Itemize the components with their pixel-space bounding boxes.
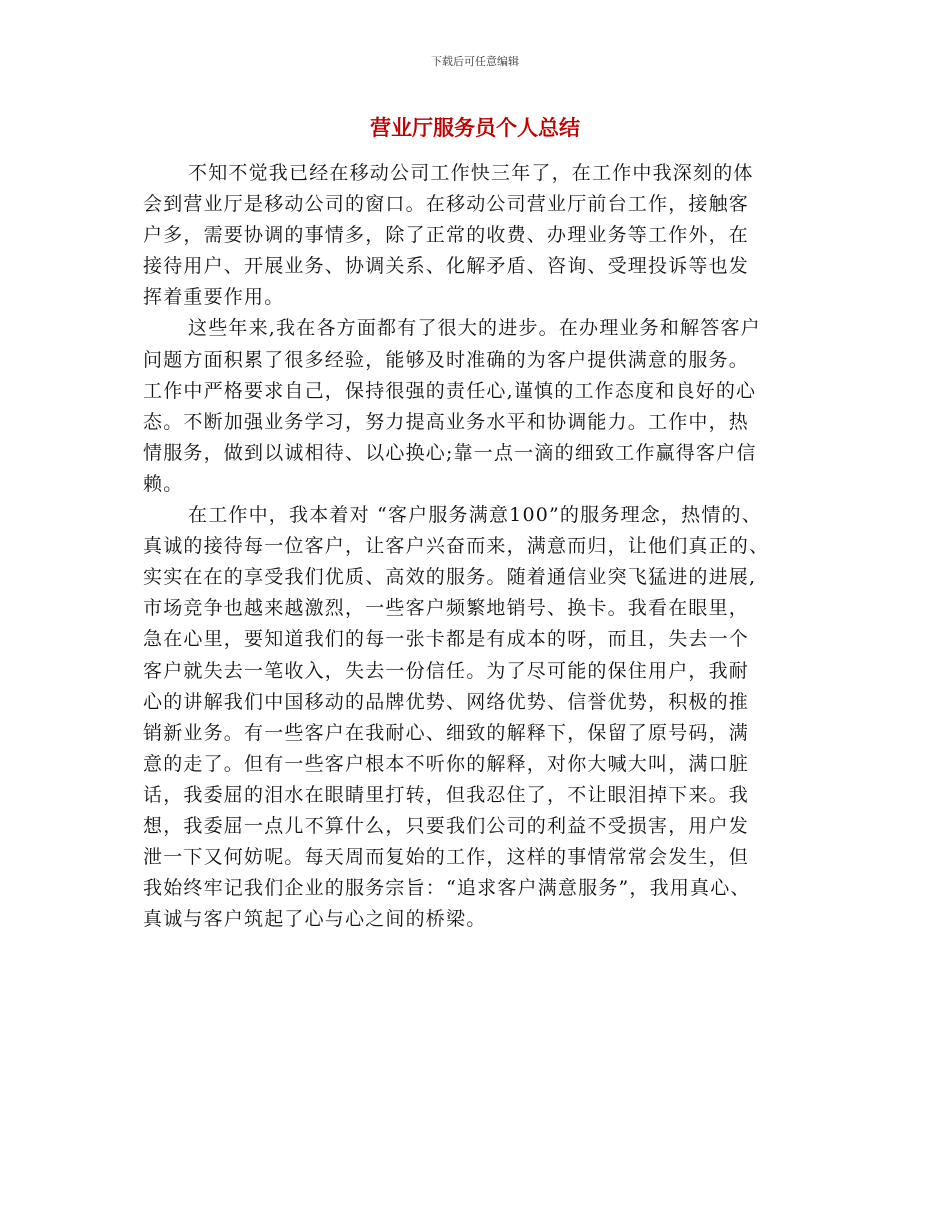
text-line: 真诚与客户筑起了心与心之间的桥梁。 xyxy=(143,908,487,931)
paragraph xyxy=(143,158,808,313)
download-note: 下载后可任意编辑 xyxy=(431,55,519,68)
text-line: 急在心里，要知道我们的每一张卡都是有成本的呀，而且，失去一个 xyxy=(143,628,750,651)
text-line: 挥着重要作用。 xyxy=(143,286,285,309)
text-line: 工作中严格要求自己，保持很强的责任心,谨慎的工作态度和良好的心 xyxy=(143,379,757,402)
text-line: 我始终牢记我们企业的服务宗旨：“追求客户满意服务”，我用真心、 xyxy=(143,877,751,900)
text-line: 在工作中，我本着对 “客户服务满意100”的服务理念，热情的、 xyxy=(188,504,762,527)
paragraph xyxy=(143,313,808,500)
text-line: 真诚的接待每一位客户，让客户兴奋而来，满意而归，让他们真正的、 xyxy=(143,535,770,558)
text-line: 市场竞争也越来越激烈，一些客户频繁地销号、换卡。我看在眼里， xyxy=(143,597,750,620)
text-line: 这些年来,我在各方面都有了很大的进步。在办理业务和解答客户 xyxy=(188,317,761,340)
text-line: 想，我委屈一点儿不算什么，只要我们公司的利益不受损害，用户发 xyxy=(143,814,750,837)
text-line: 销新业务。有一些客户在我耐心、细致的解释下，保留了原号码，满 xyxy=(143,721,750,744)
text-line: 客户就失去一笔收入，失去一份信任。为了尽可能的保住用户，我耐 xyxy=(143,659,750,682)
document-title: 营业厅服务员个人总结 xyxy=(370,116,580,140)
text-line: 会到营业厅是移动公司的窗口。在移动公司营业厅前台工作，接触客 xyxy=(143,193,750,216)
text-line: 心的讲解我们中国移动的品牌优势、网络优势、信誉优势，积极的推 xyxy=(143,690,750,713)
text-line: 实实在在的享受我们优质、高效的服务。随着通信业突飞猛进的进展, xyxy=(143,566,757,589)
text-line: 问题方面积累了很多经验，能够及时准确的为客户提供满意的服务。 xyxy=(143,348,750,371)
text-line: 意的走了。但有一些客户根本不听你的解释，对你大喊大叫，满口脏 xyxy=(143,752,750,775)
text-line: 不知不觉我已经在移动公司工作快三年了，在工作中我深刻的体 xyxy=(188,162,754,184)
document-body xyxy=(143,158,808,935)
text-line: 赖。 xyxy=(143,472,184,495)
text-line: 接待用户、开展业务、协调关系、化解矛盾、咨询、受理投诉等也发 xyxy=(143,255,750,278)
text-line: 话，我委屈的泪水在眼睛里打转，但我忍住了，不让眼泪掉下来。我 xyxy=(143,783,750,806)
text-line: 情服务，做到以诚相待、以心换心;靠一点一滴的细致工作赢得客户信 xyxy=(143,441,757,464)
paragraph xyxy=(143,500,808,935)
text-line: 泄一下又何妨呢。每天周而复始的工作，这样的事情常常会发生，但 xyxy=(143,846,750,869)
text-line: 户多，需要协调的事情多，除了正常的收费、办理业务等工作外，在 xyxy=(143,224,750,247)
text-line: 态。不断加强业务学习，努力提高业务水平和协调能力。工作中，热 xyxy=(143,410,750,433)
